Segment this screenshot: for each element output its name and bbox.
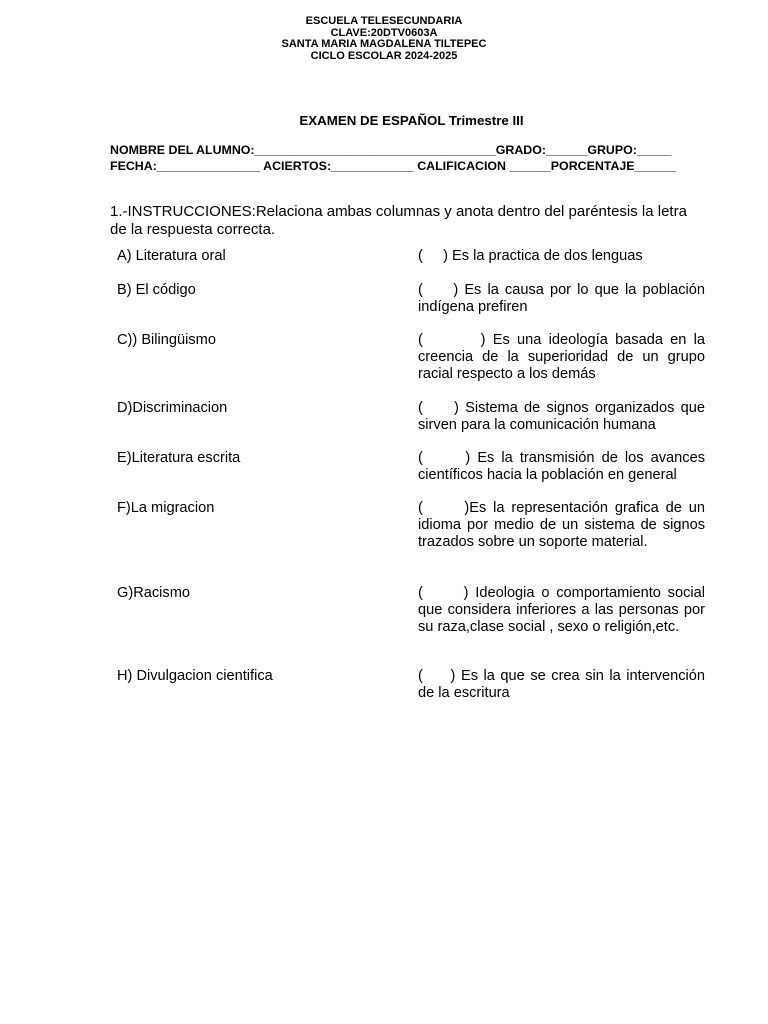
matching-definition: ( ) Es la que se crea sin la intervención de la escritura xyxy=(418,668,710,701)
matching-term: G)Racismo xyxy=(117,585,190,601)
matching-term: D)Discriminacion xyxy=(117,400,228,416)
school-header xyxy=(0,16,768,62)
date-score-line: FECHA:_______________ ACIERTOS:____________ CALIFICACION ______PORCENTAJE______ xyxy=(110,158,676,173)
matching-term: A) Literatura oral xyxy=(117,248,226,264)
matching-definition: ( ) Sistema de signos organizados que sirven para la comunicación humana xyxy=(418,400,710,433)
school-clave: CLAVE:20DTV0603A xyxy=(330,26,438,39)
matching-term: H) Divulgacion cientifica xyxy=(117,668,273,684)
school-name: ESCUELA TELESECUNDARIA xyxy=(305,15,463,27)
school-location: SANTA MARIA MAGDALENA TILTEPEC xyxy=(281,38,487,50)
matching-definition: ( ) Es una ideología basada en la creencia de la superioridad de un grupo racial respecto a los demás xyxy=(418,332,710,382)
school-cycle: CICLO ESCOLAR 2024-2025 xyxy=(310,49,458,62)
matching-definition: ( ) Es la practica de dos lenguas xyxy=(418,248,643,264)
student-fields xyxy=(110,143,710,174)
matching-term: B) El código xyxy=(117,282,196,298)
matching-term: C)) Bilingüismo xyxy=(117,332,216,348)
matching-definition: ( ) Ideologia o comportamiento social que considera inferiores a las personas por su raza,clase social , sexo o religión,etc. xyxy=(418,585,710,635)
matching-definition: ( ) Es la causa por lo que la población indígena prefiren xyxy=(418,282,710,315)
instructions: 1.-INSTRUCCIONES:Relaciona ambas columnas y anota dentro del paréntesis la letra de la respuesta correcta. xyxy=(110,203,687,238)
matching-definition: ( ) Es la transmisión de los avances científicos hacia la población en general xyxy=(418,450,710,483)
matching-definition: ( )Es la representación grafica de un idioma por medio de un sistema de signos trazados sobre un soporte material. xyxy=(418,500,710,550)
matching-term: F)La migracion xyxy=(117,500,215,516)
exam-title: EXAMEN DE ESPAÑOL Trimestre III xyxy=(299,113,524,128)
student-name-line: NOMBRE DEL ALUMNO:___________________________________GRADO:______GRUPO:_____ xyxy=(110,143,672,157)
matching-term: E)Literatura escrita xyxy=(117,450,241,466)
